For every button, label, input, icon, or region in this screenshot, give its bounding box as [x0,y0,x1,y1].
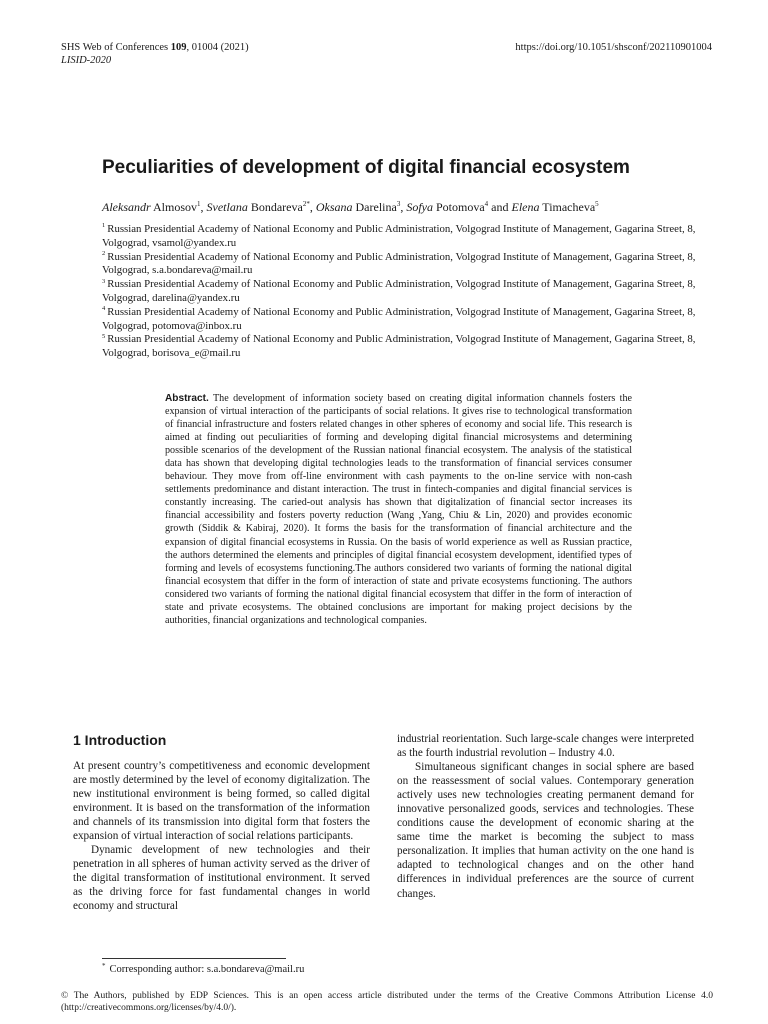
abstract [165,392,632,627]
body-paragraph: At present country’s competitiveness and economic development are mostly determined by the level of economy digitalization. The new institutional environment is being formed, so called digital environment. It is based on the transformation of the information and channels of its transmission into digital form that fosters the expansion of virtual interaction of social relations participants. [73,760,370,843]
author: Aleksandr Almosov$^1$, [102,200,207,214]
footnote-marker: * [102,961,106,970]
journal-name: SHS Web of Conferences [61,42,169,53]
article-number: , 01004 (2021) [186,42,249,53]
affiliation: $^3$ Russian Presidential Academy of National Economy and Public Administration, Volgograd Institute of Management, Gagarina Street, 8, Volgograd, darelina@yandex.ru [102,277,696,304]
footnote [102,963,304,976]
author: Oksana Darelina$^3$, [315,200,407,214]
doi-link[interactable]: https://doi.org/10.1051/shsconf/202110901004 [515,42,712,53]
running-header-left [61,41,249,67]
paper-title: Peculiarities of development of digital financial ecosystem [102,157,630,178]
body-paragraph: Dynamic development of new technologies and their penetration in all spheres of human activity served as the driver of the digital transformation of institutional environment. It served as the driving force for fast fundamental changes in world economy and structural [73,844,370,913]
footnote-divider [102,958,286,959]
affiliation-list [102,223,708,361]
journal-volume: 109 [170,42,187,53]
affiliation: $^2$ Russian Presidential Academy of National Economy and Public Administration, Volgograd Institute of Management, Gagarina Street, 8, Volgograd, s.a.bondareva@mail.ru [102,250,696,277]
abstract-text: The development of information society based on creating digital information channels fosters the expansion of virtual interaction of the participants of social relations. It gives rise to technological transformation of financial infrastructure and fosters related changes in other spheres of economy and social life. This research is aimed at finding out peculiarities of forming and developing digital financial microsystems and determining possible scenarios of the development of the Russian national financial ecosystem. The analysis of the statistical data has shown that developing digital technologies leads to the transformation of financial services consumer behaviour. They move from off-line environment with cash payments to the on-line service with non-cash settlements predominance and distant interaction. The trust in fintech-companies and digital financial services is constantly increasing. The caried-out analysis has shown that digitalization of financial sector increases its financial accessibility and fosters poverty reduction (Wang ,Yang, Chiu & Lin, 2020) and provides economic growth (Siddik & Kabiraj, 2020). It forms the basis for the transformation of financial architecture and the expansion of digital financial ecosystems in Russia. On the basis of world experience as well as Russian practice, the authors determined the elements and principles of digital financial ecosystem development, identified types of forming and levels of ecosystems functioning.The authors considered two variants of forming the national digital financial ecosystem that differ in the form of interaction of state and private ecosystems functioning. The authors considered two variants of forming the national digital financial ecosystem that differ in the form of interaction of state and private ecosystems. The obtained conclusions are important for making project decisions by the authorities, financial organizations and technological companies. [165,393,633,626]
body-column-left [73,731,370,914]
body-column-right [397,732,694,901]
license-notice: © The Authors, published by EDP Sciences. This is an open access article distributed under the terms of the Creative Commons Attribution License 4.0 (http://creativecommons.org/licenses/by/4.0/). [61,991,713,1014]
affiliation: $^5$ Russian Presidential Academy of National Economy and Public Administration, Volgograd Institute of Management, Gagarina Street, 8, Volgograd, borisova_e@mail.ru [102,332,696,360]
body-paragraph: industrial reorientation. Such large-scale changes were interpreted as the fourth industrial revolution – Industry 4.0. [397,733,694,760]
footnote-text: Corresponding author: s.a.bondareva@mail.ru [109,964,305,975]
abstract-label: Abstract. [165,393,209,404]
section-heading: 1 Introduction [73,732,167,748]
author-list [102,200,722,215]
journal-citation [61,41,249,54]
author: Sofya Potomova$^4$ and [406,200,512,214]
affiliation: $^1$ Russian Presidential Academy of National Economy and Public Administration, Volgograd Institute of Management, Gagarina Street, 8, Volgograd, vsamol@yandex.ru [102,222,696,249]
body-paragraph: Simultaneous significant changes in social sphere are based on the reassessment of social values. Contemporary generation actively uses new technologies creating permanent demand for innovative personalized goods, services and technologies. These conditions cause the development of economic sharing at the same time the market is becoming the subject to mass personalization. It implies that human activity on the one hand is adapted to technological changes and on the other hand differences in individual preferences are the source of current changes. [397,761,694,900]
affiliation: $^4$ Russian Presidential Academy of National Economy and Public Administration, Volgograd Institute of Management, Gagarina Street, 8, Volgograd, potomova@inbox.ru [102,305,696,332]
author: Svetlana Bondareva$^{2*}$, [206,200,316,214]
workshop-name: LISID-2020 [61,55,112,66]
author: Elena Timacheva$^5$ [511,200,599,214]
